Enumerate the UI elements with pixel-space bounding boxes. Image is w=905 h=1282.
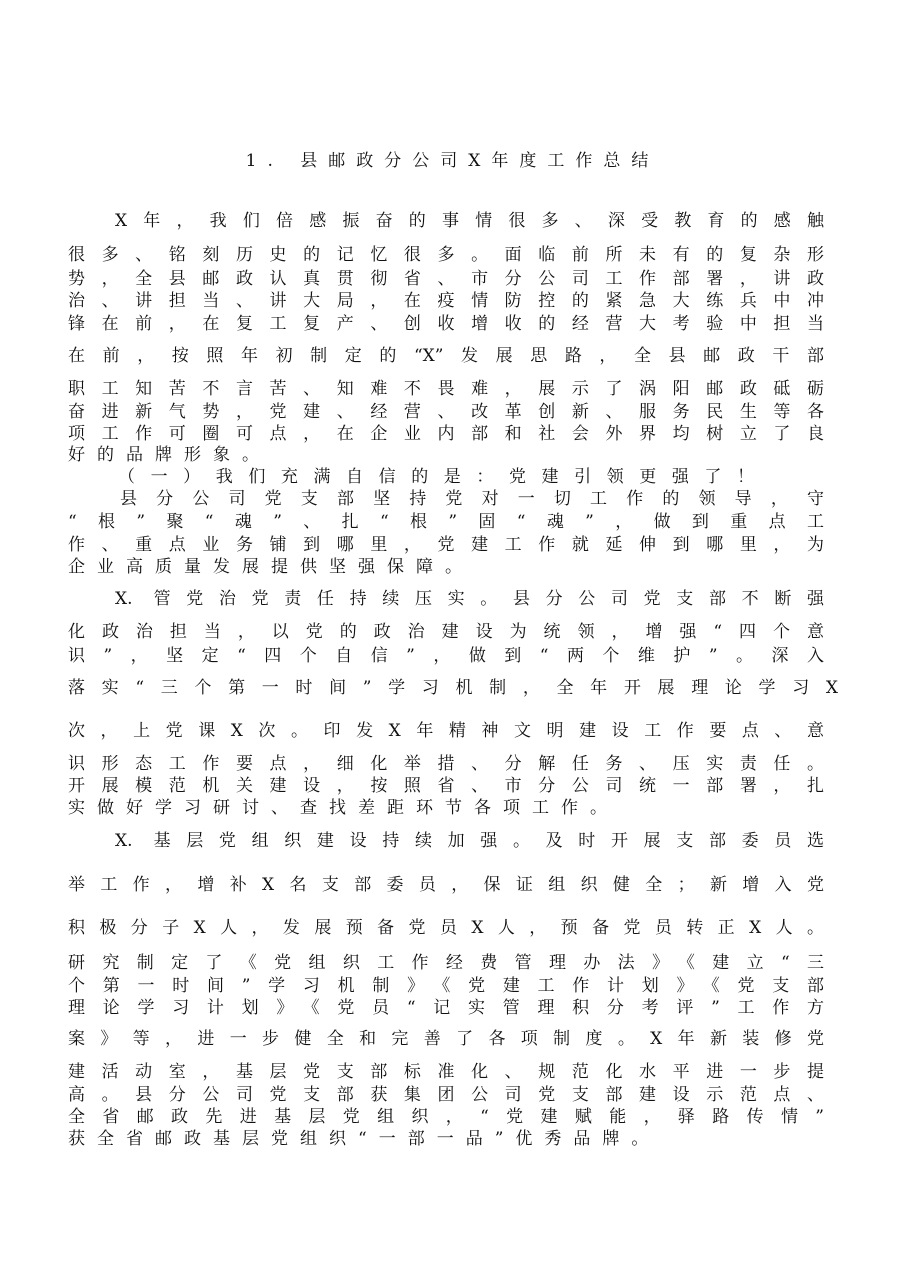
text-line: 识形态工作要点，细化举措、分解任务、压实责任。 — [68, 754, 824, 774]
text-line: 好的品牌形象。 — [68, 445, 271, 465]
text-line: 县分公司党支部坚持党对一切工作的领导，守 — [120, 489, 824, 509]
text-line: 职工知苦不言苦、知难不畏难，展示了涡阳邮政砥砺 — [68, 379, 824, 399]
text-line: 开展模范机关建设，按照省、市分公司统一部署，扎 — [68, 776, 824, 796]
text-line: 实做好学习研讨、查找差距环节各项工作。 — [68, 798, 619, 818]
text-line: 势，全县邮政认真贯彻省、市分公司工作部署，讲政 — [68, 269, 824, 289]
text-line: 识”，坚定“四个自信”，做到“两个维护”。深入 — [68, 646, 824, 666]
text-line: 化政治担当，以党的政治建设为统领，增强“四个意 — [68, 622, 824, 642]
text-line: 高。县分公司党支部获集团公司党支部建设示范点、 — [68, 1085, 824, 1105]
text-line: “根”聚“魂”、扎“根”固“魂”，做到重点工 — [68, 512, 824, 532]
text-line: 举工作，增补X名支部委员，保证组织健全；新增入党 — [68, 875, 824, 895]
text-line: 积极分子X人，发展预备党员X人，预备党员转正X人。 — [68, 918, 824, 938]
text-line: 项工作可圈可点，在企业内部和社会外界均树立了良 — [68, 424, 824, 444]
text-line: 次，上党课X次。印发X年精神文明建设工作要点、意 — [68, 721, 824, 741]
text-line: 个第一时间”学习机制》《党建工作计划》《党支部 — [68, 976, 824, 996]
text-line: X. 管党治党责任持续压实。县分公司党支部不断强 — [115, 589, 824, 609]
text-line: 理论学习计划》《党员“记实管理积分考评”工作方 — [68, 998, 824, 1018]
text-line: 锋在前，在复工复产、创收增收的经营大考验中担当 — [68, 314, 824, 334]
text-line: 企业高质量发展提供坚强保障。 — [68, 557, 474, 577]
text-line: 很多、铭刻历史的记忆很多。面临前所未有的复杂形 — [68, 245, 824, 265]
text-line: X. 基层党组织建设持续加强。及时开展支部委员选 — [115, 831, 824, 851]
text-line: 案》等，进一步健全和完善了各项制度。X年新装修党 — [68, 1029, 824, 1049]
text-line: 落实“三个第一时间”学习机制，全年开展理论学习X — [68, 678, 838, 698]
text-line: 建活动室，基层党支部标准化、规范化水平进一步提 — [68, 1062, 824, 1082]
text-line: 获全省邮政基层党组织“一部一品”优秀品牌。 — [68, 1129, 661, 1149]
text-line: X年，我们倍感振奋的事情很多、深受教育的感触 — [115, 211, 824, 231]
section-heading: （一）我们充满自信的是：党建引领更强了！ — [118, 467, 754, 487]
document-title: 1. 县邮政分公司X年度工作总结 — [245, 151, 660, 171]
text-line: 全省邮政先进基层党组织，“党建赋能，驿路传情” — [68, 1107, 824, 1127]
text-line: 治、讲担当、讲大局，在疫情防控的紧急大练兵中冲 — [68, 291, 824, 311]
text-line: 研究制定了《党组织工作经费管理办法》《建立“三 — [68, 953, 824, 973]
text-line: 奋进新气势，党建、经营、改革创新、服务民生等各 — [68, 402, 824, 422]
text-line: 作、重点业务铺到哪里，党建工作就延伸到哪里，为 — [68, 535, 824, 555]
text-line: 在前，按照年初制定的“X”发展思路，全县邮政干部 — [68, 346, 824, 366]
